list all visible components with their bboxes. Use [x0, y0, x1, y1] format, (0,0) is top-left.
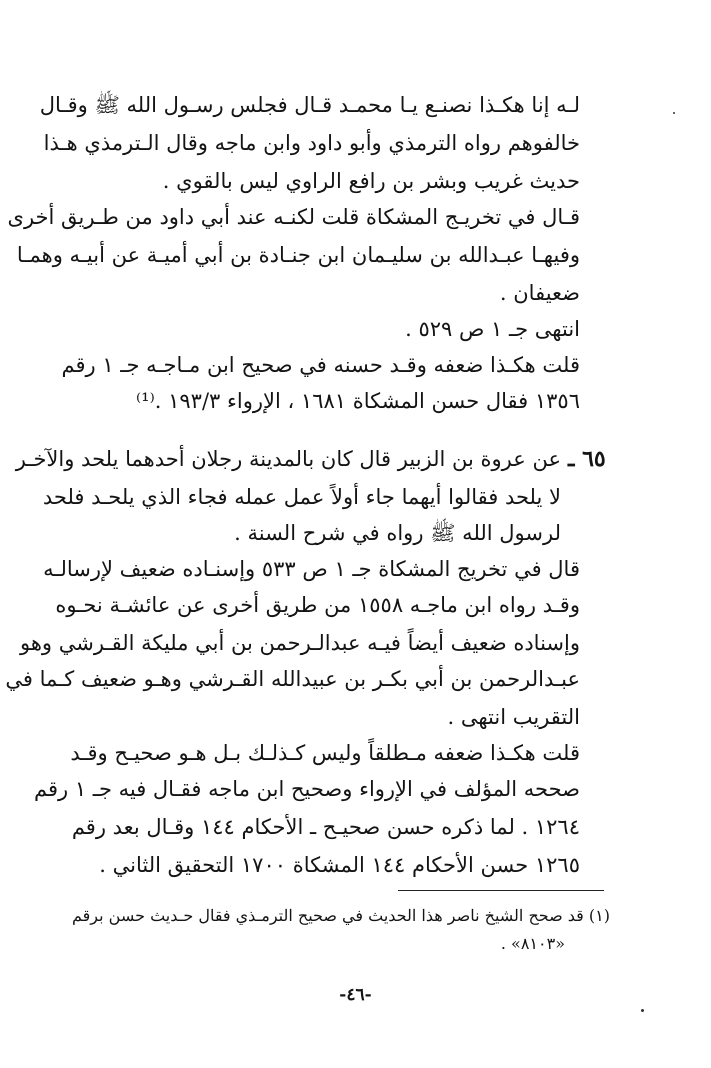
text-line: وإسناده ضعيف أيضاً فيـه عبدالـرحمن بن أبي مليكة القـرشي وهو [20, 631, 580, 655]
text-line: وفيهـا عبـدالله بن سليـمان ابن جنـادة بن أبي أميـة عن أبيـه وهمـا [16, 243, 580, 267]
page-number: -٤٦- [339, 985, 372, 1005]
text-line: صححه المؤلف في الإرواء وصحيح ابن ماجه فقـال فيه جـ ١ رقم [34, 777, 580, 801]
text-line: خالفوهم رواه الترمذي وأبو داود وابن ماجه وقال الـترمذي هـذا [43, 131, 580, 155]
text-line: ١٢٦٥ حسن الأحكام ١٤٤ المشكاة ١٧٠٠ التحقيق الثاني . [99, 853, 580, 877]
text-line: قلت هكـذا ضعفه وقـد حسنه في صحيح ابن مـاجـه جـ ١ رقم [61, 353, 580, 377]
text-line: ضعيفان . [499, 281, 580, 305]
text-line: ١٢٦٤ . لما ذكره حسن صحيـح ـ الأحكام ١٤٤ وقـال بعد رقم [71, 815, 580, 839]
scan-speck [673, 112, 675, 114]
footnote-line: «٨١٠٣» . [500, 934, 565, 953]
text-line: قـال في تخريـج المشكاة قلت لكنـه عند أبي داود من طـريق أخرى [7, 205, 580, 229]
text-line: التقريب انتهى . [447, 705, 580, 729]
text-line: حديث غريب وبشر بن رافع الراوي ليس بالقوي . [162, 169, 580, 193]
text-line: عبـدالرحمن بن أبي بكـر بن عبيدالله القـرشي وهـو ضعيف كـما في [5, 667, 580, 691]
footnote-line: (١) قد صحح الشيخ ناصر هذا الحديث في صحيح الترمـذي فقال حـديث حسن برقم [72, 906, 610, 925]
text-line: انتهى جـ ١ ص ٥٢٩ . [405, 317, 580, 341]
text-line: لا يلحد فقالوا أيهما جاء أولاً عمل عمله فجاء الذي يلحـد فلحد [42, 485, 561, 509]
text-line: عن عروة بن الزبير قال كان بالمدينة رجلان أحدهما يلحد والآخـر [15, 447, 561, 471]
footnote-separator [398, 890, 604, 891]
text-line: قلت هكـذا ضعفه مـطلقاً وليس كـذلـك بـل هـو صحيـح وقـد [70, 741, 580, 765]
text-line: لـه إنا هكـذا نصنـع يـا محمـد قـال فجلس رسـول الله ﷺ وقـال [39, 93, 580, 117]
text-line: ١٣٥٦ فقال حسن المشكاة ١٦٨١ ، الإرواء ١٩٣/٣ .⁽¹⁾ [136, 389, 580, 413]
text-line: قال في تخريج المشكاة جـ ١ ص ٥٣٣ وإسنـاده ضعيف لإرسالـه [43, 557, 580, 581]
hadith-number: ٦٥ ـ [568, 446, 606, 472]
scan-speck [641, 1009, 644, 1012]
text-line: وقـد رواه ابن ماجـه ١٥٥٨ من طريق أخرى عن عائشـة نحـوه [55, 593, 580, 617]
text-line: لرسول الله ﷺ رواه في شرح السنة . [234, 521, 561, 545]
